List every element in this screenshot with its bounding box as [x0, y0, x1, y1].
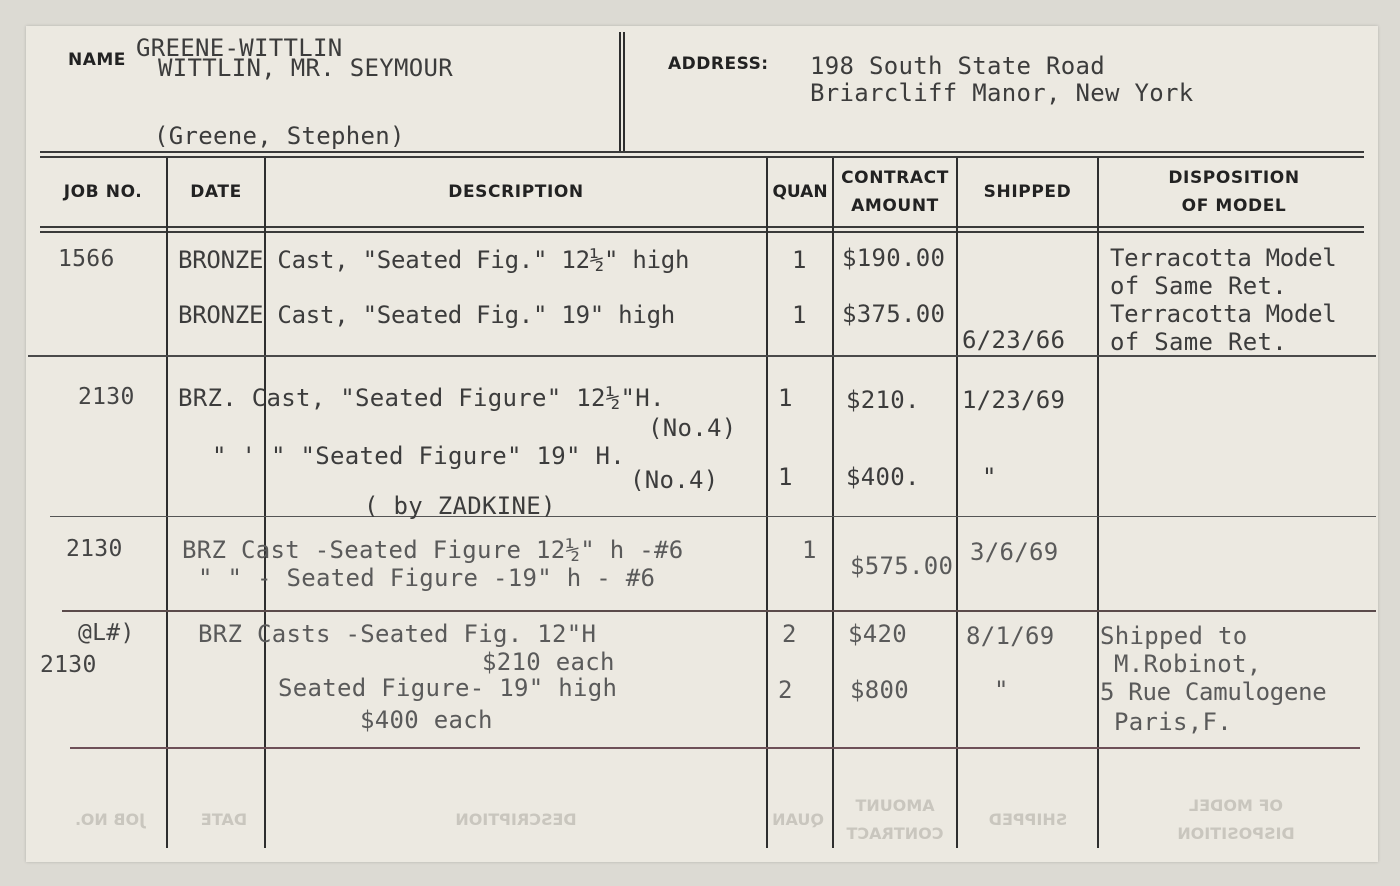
description-line: BRZ Cast -Seated Figure 12½" h -#6 [182, 536, 684, 564]
description-line: BRONZE Cast, "Seated Fig." 19" high [178, 301, 675, 329]
row-separator-4 [70, 747, 1360, 749]
description-attribution: ( by ZADKINE) [364, 492, 556, 520]
description-subline: $400 each [360, 706, 493, 734]
shipped-date: 8/1/69 [966, 622, 1055, 650]
description-line: " " - Seated Figure -19" h - #6 [198, 564, 656, 592]
col-rule-shipped [956, 158, 958, 848]
shipped-date: " [982, 463, 997, 491]
contract-amount: $400. [846, 463, 920, 491]
disposition-line: Shipped to [1100, 622, 1248, 650]
header-rule-bottom [40, 226, 1364, 228]
contract-amount: $210. [846, 386, 920, 414]
disposition-line: Paris,F. [1114, 708, 1232, 736]
header-rule-top [40, 151, 1364, 153]
bleed-through-disposition: DISPOSITION [1177, 824, 1295, 843]
col-rule-amount [832, 158, 834, 848]
description-line: " ' " "Seated Figure" 19" H. [212, 442, 625, 470]
header-rule-bottom-2 [40, 231, 1364, 233]
col-header-disposition: DISPOSITION [1168, 168, 1300, 188]
address-line-2: Briarcliff Manor, New York [810, 79, 1194, 107]
job-number: 1566 [58, 246, 115, 272]
quantity: 1 [778, 384, 793, 412]
shipped-date: " [994, 676, 1009, 704]
quantity: 1 [778, 463, 793, 491]
contract-amount: $190.00 [842, 244, 946, 272]
quantity: 1 [792, 301, 807, 329]
quantity: 1 [792, 246, 807, 274]
bleed-through-date: DATE [200, 810, 248, 829]
col-header-contract: CONTRACT [841, 168, 949, 188]
description-note: (No.4) [648, 414, 737, 442]
disposition-line: 5 Rue Camulogene [1100, 678, 1327, 706]
row-separator-3 [62, 610, 1376, 612]
description-note: (No.4) [630, 466, 719, 494]
name-label: NAME [68, 50, 126, 70]
bleed-through-amount: AMOUNT [855, 796, 935, 815]
shipped-date: 1/23/69 [962, 386, 1066, 414]
contract-amount: $420 [848, 620, 907, 648]
col-header-quan: QUAN [772, 182, 828, 202]
col-header-amount: AMOUNT [851, 196, 939, 216]
address-label: ADDRESS: [668, 54, 769, 74]
name-line-2: WITTLIN, MR. SEYMOUR [158, 54, 453, 82]
col-header-shipped: SHIPPED [983, 182, 1072, 202]
bleed-through-description: DESCRIPTION [455, 810, 577, 829]
bleed-through-of-model: OF MODEL [1188, 796, 1284, 815]
description-line: BRZ. Cast, "Seated Figure" 12½"H. [178, 384, 665, 412]
name-line-1: GREENE-WITTLIN [136, 34, 343, 62]
col-rule-disposition [1097, 158, 1099, 848]
header-divider [619, 32, 621, 152]
quantity: 1 [802, 536, 817, 564]
bleed-through-quan: QUAN [772, 810, 824, 829]
header-divider-2 [623, 32, 625, 152]
description-line: Seated Figure- 19" high [278, 674, 618, 702]
contract-amount: $800 [850, 676, 909, 704]
col-header-description: DESCRIPTION [448, 182, 584, 202]
disposition-line: Terracotta Model [1110, 300, 1337, 328]
description-subline: $210 each [482, 648, 615, 676]
col-header-job-no: JOB NO. [63, 182, 143, 202]
col-header-date: DATE [190, 182, 242, 202]
job-prefix: @L#) [78, 620, 135, 646]
catalog-card [26, 26, 1378, 862]
disposition-line: M.Robinot, [1114, 650, 1262, 678]
bleed-through-contract: CONTRACT [846, 824, 944, 843]
col-rule-date [166, 158, 168, 848]
description-line: BRONZE Cast, "Seated Fig." 12½" high [178, 246, 690, 274]
name-alias: (Greene, Stephen) [154, 122, 405, 150]
bleed-through-shipped: SHIPPED [988, 810, 1068, 829]
quantity: 2 [782, 620, 797, 648]
address-line-1: 198 South State Road [810, 52, 1105, 80]
job-number: 2130 [40, 652, 97, 678]
disposition-line: of Same Ret. [1110, 328, 1287, 356]
contract-amount: $575.00 [850, 552, 954, 580]
bleed-through-job-no: JOB NO. [74, 810, 146, 829]
quantity: 2 [778, 676, 793, 704]
shipped-date: 6/23/66 [962, 326, 1066, 354]
col-rule-quan [766, 158, 768, 848]
header-rule-top-2 [40, 156, 1364, 158]
job-number: 2130 [78, 384, 135, 410]
row-separator-2 [50, 516, 1376, 517]
col-header-of-model: OF MODEL [1181, 196, 1287, 216]
description-line: BRZ Casts -Seated Fig. 12"H [198, 620, 597, 648]
job-number: 2130 [66, 536, 123, 562]
disposition-line: of Same Ret. [1110, 272, 1287, 300]
contract-amount: $375.00 [842, 300, 946, 328]
disposition-line: Terracotta Model [1110, 244, 1337, 272]
shipped-date: 3/6/69 [970, 538, 1059, 566]
